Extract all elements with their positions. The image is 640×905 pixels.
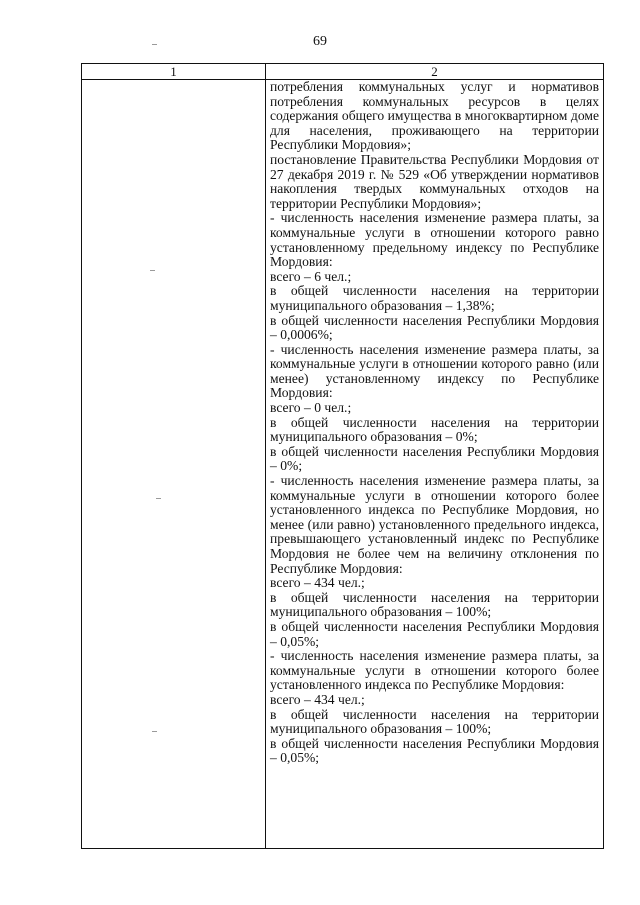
text-paragraph: в общей численности населения на территории муниципального образования – 0%;: [270, 414, 599, 445]
column-header-2: 2: [431, 64, 438, 79]
text-paragraph: всего – 434 чел.;: [270, 691, 365, 707]
page-number: 69: [313, 34, 327, 49]
text-paragraph: - численность населения изменение размера платы, за коммунальные услуги в отношении которого равно (или менее) установленному индексу по Республике Мордовия:: [270, 341, 599, 401]
text-paragraph: в общей численности населения Республики Мордовия – 0,05%;: [270, 618, 599, 649]
column-header-1: 1: [170, 64, 177, 79]
text-paragraph: всего – 434 чел.;: [270, 575, 365, 591]
scan-mark: [152, 731, 157, 732]
text-paragraph: потребления коммунальных услуг и нормативов потребления коммунальных ресурсов в целях содержания общего имущества в многоквартирном доме для населения, проживающего на территории Республики Мордовия»;: [270, 79, 599, 153]
column-2-content: [270, 80, 599, 766]
text-paragraph: в общей численности населения Республики Мордовия – 0,05%;: [270, 735, 599, 766]
text-paragraph: в общей численности населения на территории муниципального образования – 1,38%;: [270, 283, 599, 313]
scan-mark: [152, 44, 157, 45]
text-paragraph: в общей численности населения Республики Мордовия – 0,0006%;: [270, 312, 599, 343]
text-paragraph: - численность населения изменение размера платы, за коммунальные услуги в отношении которого более установленного индекса по Республике Мордовия:: [270, 648, 599, 693]
text-paragraph: постановление Правительства Республики Мордовия от 27 декабря 2019 г. № 529 «Об утверждении нормативов накопления твердых коммунальных отходов на территории Республики Мордовия»;: [270, 151, 599, 211]
text-paragraph: в общей численности населения на территории муниципального образования – 100%;: [270, 706, 599, 737]
document-table: [81, 63, 604, 849]
scan-mark: [156, 498, 161, 499]
scan-mark: [150, 270, 155, 271]
column-divider: [265, 64, 266, 848]
text-paragraph: в общей численности населения на территории муниципального образования – 100%;: [270, 589, 599, 620]
text-paragraph: всего – 6 чел.;: [270, 268, 352, 284]
text-paragraph: в общей численности населения Республики Мордовия – 0%;: [270, 443, 599, 474]
text-paragraph: - численность населения изменение размера платы, за коммунальные услуги в отношении которого равно установленному предельному индексу по Республике Мордовия:: [270, 210, 599, 270]
text-paragraph: - численность населения изменение размера платы, за коммунальные услуги в отношении которого более установленного индекса по Республике Мордовия, но менее (или равно) установленного предельного индекса, превышающего установленный индекс по Республике Мордовия не более чем на величину отклонения по Республике Мордовия:: [270, 473, 599, 576]
text-paragraph: всего – 0 чел.;: [270, 400, 352, 416]
